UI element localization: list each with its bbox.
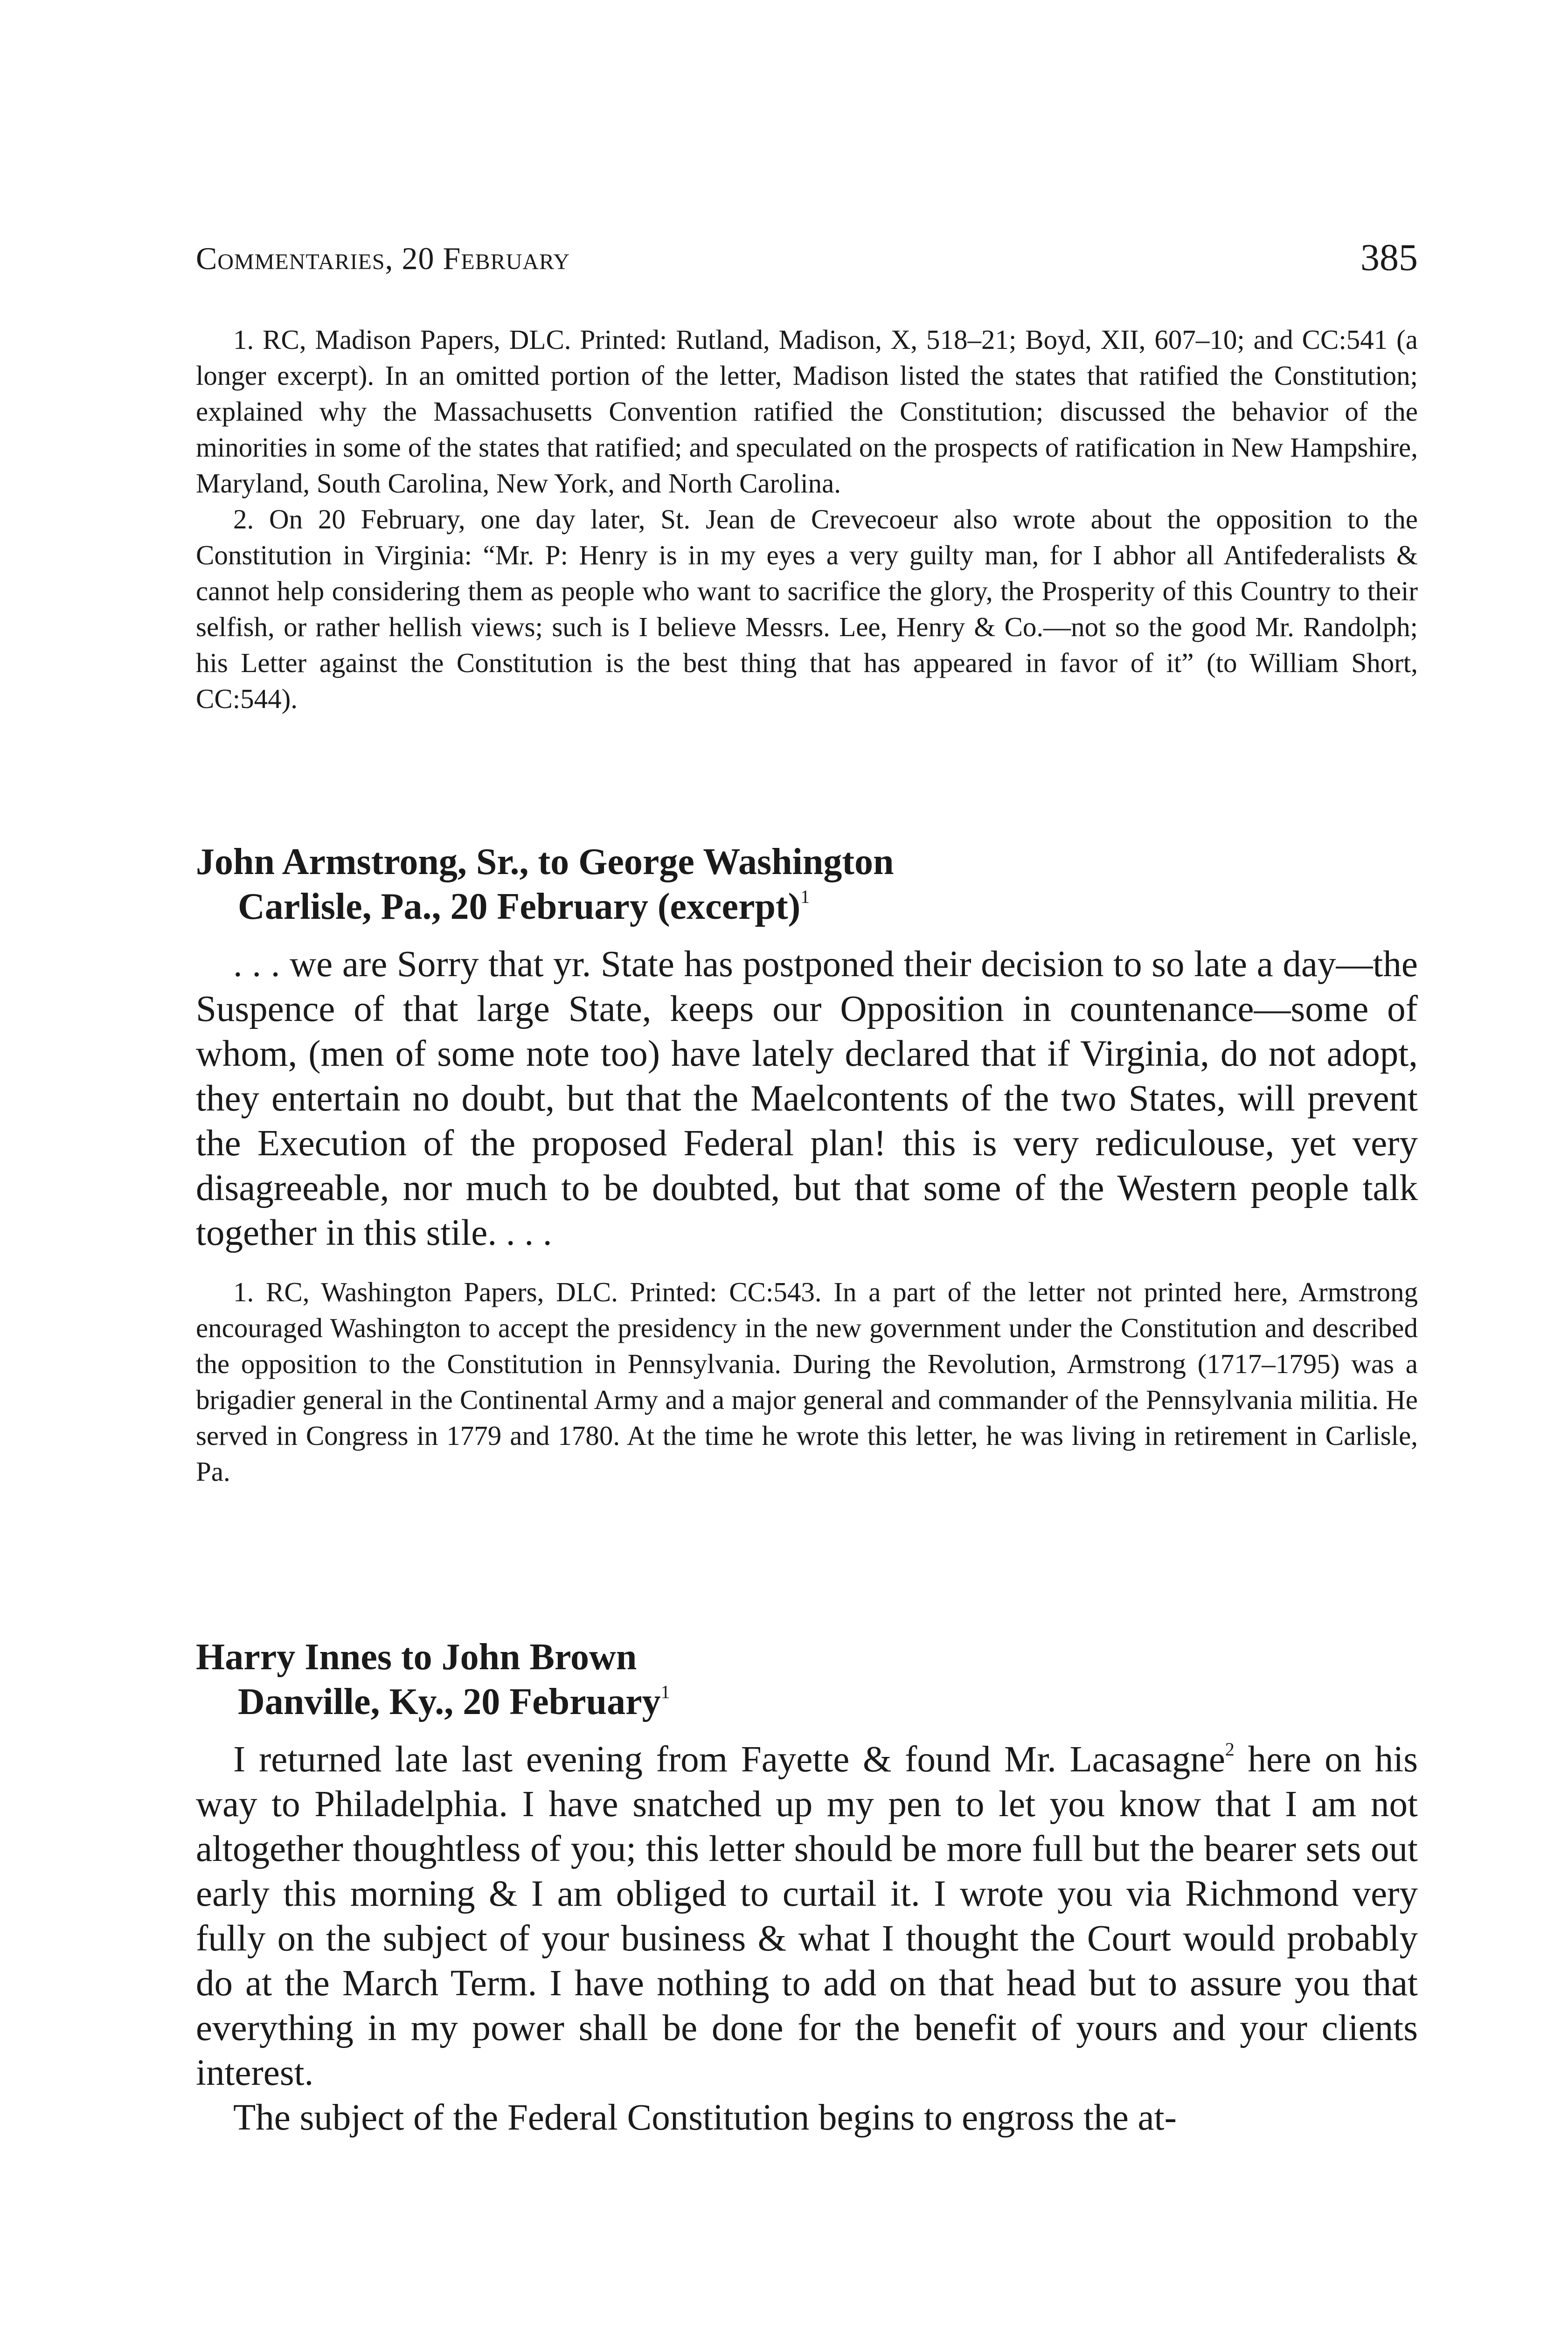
letter-body: I returned late last evening from Fayette & found Mr. Lacasagne$^2$ here on his way to Philadelphia. I have snatched up my pen to let you know that I am not altogether thoughtless of you; this letter should be more full but the bearer sets out early this morning & I am obliged to curtail it. I wrote you via Richmond very fully on the subject of your business & what I thought the Court would probably do at the March Term. I have nothing to add on that head but to assure you that everything in my power shall be done for the benefit of yours and your clients interest.: [196, 1739, 1418, 2093]
note-ref: 1: [800, 886, 810, 907]
letter-innes: [196, 1635, 1418, 2140]
footnote: 1. RC, Madison Papers, DLC. Printed: Rutland, Madison, X, 518–21; Boyd, XII, 607–10; and CC:541 (a longer excerpt). In an omitted portion of the letter, Madison listed the states that ratified the Constitution; explained why the Massachusetts Convention ratified the Constitution; discussed the behavior of the minorities in some of the states that ratified; and speculated on the prospects of ratification in New Hampshire, Maryland, South Carolina, New York, and North Carolina.: [196, 324, 1418, 499]
footnote: 2. On 20 February, one day later, St. Jean de Crevecoeur also wrote about the opposition to the Constitution in Virginia: “Mr. P: Henry is in my eyes a very guilty man, for I abhor all Antifederalists & cannot help considering them as people who want to sacrifice the glory, the Prosperity of this Country to their selfish, or rather hellish views; such is I believe Messrs. Lee, Henry & Co.—not so the good Mr. Randolph; his Letter against the Constitution is the best thing that has appeared in favor of it” (to William Short, CC:544).: [196, 504, 1418, 714]
running-head-title: Commentaries, 20 February: [196, 241, 570, 276]
page-number: 385: [1360, 236, 1418, 278]
note-ref: 1: [660, 1681, 670, 1702]
heading-line2: Carlisle, Pa., 20 February (excerpt)$^1$: [238, 886, 810, 927]
letter-body: The subject of the Federal Constitution begins to engross the at-: [233, 2097, 1177, 2138]
document-page: [196, 0, 1418, 2332]
letter-heading: [196, 840, 1418, 929]
letter-body: . . . we are Sorry that yr. State has postponed their decision to so late a day—the Suspence of that large State, keeps our Opposition in countenance—some of whom, (men of some note too) have lately declared that if Virginia, do not adopt, they entertain no doubt, but that the Maelcontents of the two States, will prevent the Execution of the proposed Federal plan! this is very rediculouse, yet very disagreeable, nor much to be doubted, but that some of the Western people talk together in this stile. . . .: [196, 944, 1418, 1253]
letter-armstrong: [196, 840, 1418, 1490]
running-head: [196, 236, 1418, 287]
letter-heading: [196, 1635, 1418, 1724]
notes-top: [196, 322, 1418, 717]
footnote: 1. RC, Washington Papers, DLC. Printed: CC:543. In a part of the letter not printed here, Armstrong encouraged Washington to accept the presidency in the new government under the Constitution and described the opposition to the Constitution in Pennsylvania. During the Revolution, Armstrong (1717–1795) was a brigadier general in the Continental Army and a major general and commander of the Pennsylvania militia. He served in Congress in 1779 and 1780. At the time he wrote this letter, he was living in retirement in Carlisle, Pa.: [196, 1277, 1418, 1487]
heading-line1: Harry Innes to John Brown: [196, 1637, 637, 1678]
note-ref: 2: [1225, 1739, 1235, 1760]
heading-line1: John Armstrong, Sr., to George Washington: [196, 841, 894, 882]
heading-line2: Danville, Ky., 20 February$^1$: [238, 1681, 670, 1722]
